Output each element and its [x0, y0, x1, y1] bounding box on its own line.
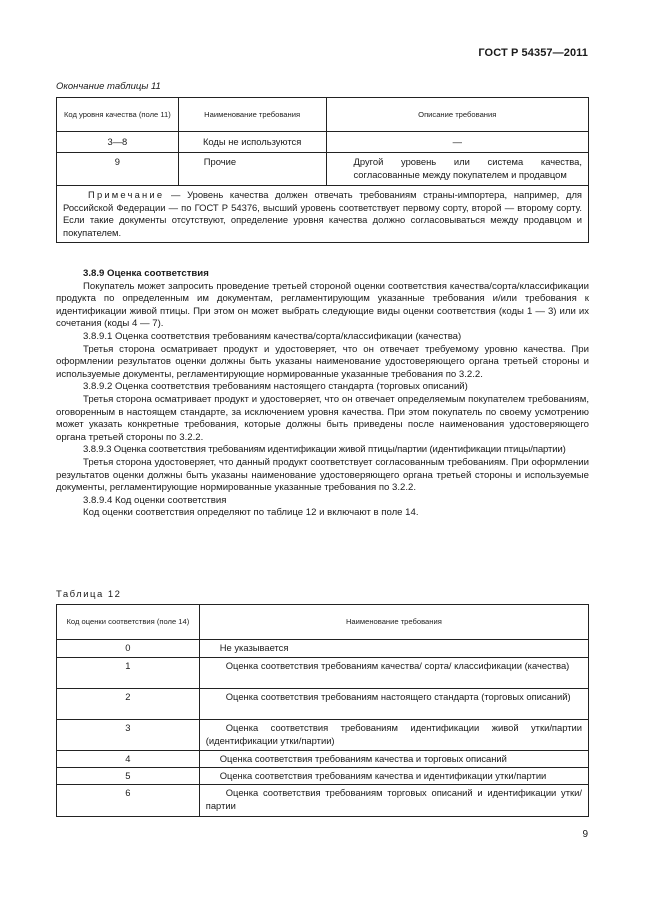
section-3-8-9 [56, 268, 589, 520]
table-row [57, 768, 589, 785]
table11-name-cell: Прочие [178, 153, 326, 186]
table11-desc-cell: Другой уровень или система качества, согласованные между покупателем и продавцом [326, 153, 589, 186]
table11-header-desc: Описание требования [326, 98, 589, 132]
table12-code-cell: 2 [57, 689, 200, 720]
note-text: — Уровень качества должен отвечать требованиям страны-импортера, например, для Российской Федерации — по ГОСТ Р 54376, высший уровень соответствует первому сорту, второй — второму сорту. Если такие документы отсутствуют, определение уровня качества должно согласовываться между продавцом и покупателем. [63, 189, 582, 238]
note-label: Примечание [88, 189, 165, 200]
document-standard-code: ГОСТ Р 54357—2011 [478, 47, 588, 59]
table-row [57, 751, 589, 768]
subsection-title: 3.8.9.2 Оценка соответствия требованиям настоящего стандарта (торговых описаний) [83, 381, 468, 393]
subsection-text: Код оценки соответствия определяют по таблице 12 и включают в поле 14. [83, 507, 419, 519]
table12-name-cell: Оценка соответствия требованиям торговых описаний и идентификации утки/партии [199, 785, 588, 817]
table12-code-cell: 5 [57, 768, 200, 785]
table11-header-name: Наименование требования [178, 98, 326, 132]
table12-name-cell: Не указывается [199, 640, 588, 658]
table12-code-cell: 1 [57, 658, 200, 689]
table11-note [57, 186, 589, 243]
table11-note-row [57, 186, 589, 243]
table11-header-row [57, 98, 589, 132]
table12-name-cell: Оценка соответствия требованиям качества и торговых описаний [199, 751, 588, 768]
table-row [57, 689, 589, 720]
table12-code-cell: 6 [57, 785, 200, 817]
table-row [57, 720, 589, 751]
table12-header-code: Код оценки соответствия (поле 14) [57, 605, 200, 640]
subsection-text: Третья сторона удостоверяет, что данный продукт соответствует согласованным требованиям. При оформлении результатов оценки должны быть указаны наименование удостоверяющего органа третьей стороны и используемые документы, регламентирующие нормированные указанные требования по 3.2.2. [56, 456, 589, 494]
subsection-text: Третья сторона осматривает продукт и удостоверяет, что он отвечает определяемым покупателем требованиям, оговоренным в настоящем стандарте, за исключением уровня качества. При этом покупатель по своему усмотрению может указать конкретные требования, которые должны быть приведены после наименования удостоверяющего органа третьей стороны по 3.2.2. [56, 393, 589, 443]
table12-header-row [57, 605, 589, 640]
table11-header-code: Код уровня качества (поле 11) [57, 98, 179, 132]
section-heading: 3.8.9 Оценка соответствия [83, 268, 209, 279]
table-row [57, 785, 589, 817]
table-row [57, 153, 589, 186]
table12-code-cell: 0 [57, 640, 200, 658]
table-row [57, 132, 589, 153]
table11-code-cell: 3—8 [57, 132, 179, 153]
table12-name-cell: Оценка соответствия требованиям настоящего стандарта (торговых описаний) [199, 689, 588, 720]
table11-caption: Окончание таблицы 11 [56, 81, 161, 92]
table12-name-cell: Оценка соответствия требованиям качества и идентификации утки/партии [199, 768, 588, 785]
table11-desc-cell: — [326, 132, 589, 153]
subsection-title: 3.8.9.3 Оценка соответствия требованиям идентификации живой птицы/партии (идентификации птицы/партии) [83, 444, 566, 456]
table11-name-cell: Коды не используются [178, 132, 326, 153]
table12-name-cell: Оценка соответствия требованиям идентификации живой утки/партии (идентификации утки/партии) [199, 720, 588, 751]
subsection-title: 3.8.9.1 Оценка соответствия требованиям качества/сорта/классификации (качества) [83, 330, 462, 342]
table-row [57, 640, 589, 658]
table11-code-cell: 9 [57, 153, 179, 186]
table11 [56, 97, 589, 243]
table12-header-name: Наименование требования [199, 605, 588, 640]
table-row [57, 658, 589, 689]
table12-code-cell: 4 [57, 751, 200, 768]
section-paragraph: Покупатель может запросить проведение третьей стороной оценки соответствия качества/сорта/классификации продукта по определенным им документам, регламентирующим указанные требования и/или требования к идентификации живой птицы. При этом он может выбрать следующие виды оценки соответствия (коды 1 — 3) или их сочетания (коды 4 — 7). [56, 280, 589, 330]
page-number: 9 [582, 829, 588, 840]
subsection-title: 3.8.9.4 Код оценки соответствия [83, 494, 227, 506]
table12-code-cell: 3 [57, 720, 200, 751]
subsection-text: Третья сторона осматривает продукт и удостоверяет, что он отвечает требуемому уровню качества. При оформлении результатов оценки должны быть указаны наименование удостоверяющего органа третьей стороны и используемые документы, регламентирующие нормированные указанные требования по 3.2.2. [56, 343, 589, 380]
table12-name-cell: Оценка соответствия требованиям качества/ сорта/ классификации (качества) [199, 658, 588, 689]
table12-caption: Таблица 12 [56, 589, 122, 600]
table12 [56, 604, 589, 817]
